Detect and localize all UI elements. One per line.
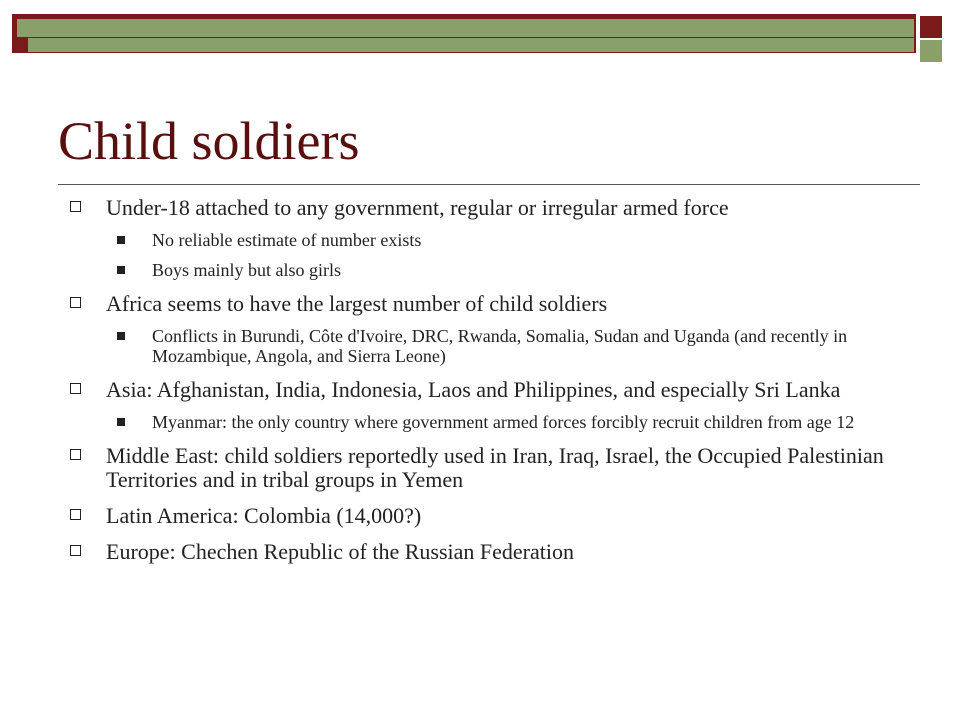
banner-olive-band bbox=[17, 19, 914, 37]
filled-square-bullet-icon bbox=[117, 266, 125, 274]
bullet-text: Asia: Afghanistan, India, Indonesia, Laos and Philippines, and especially Sri Lanka bbox=[106, 377, 841, 402]
bullet-item bbox=[58, 504, 920, 528]
hollow-square-bullet-icon bbox=[70, 383, 81, 394]
slide-title: Child soldiers bbox=[58, 111, 360, 171]
hollow-square-bullet-icon bbox=[70, 545, 81, 556]
banner-stripe bbox=[28, 38, 914, 52]
banner-corner-square-top bbox=[920, 16, 942, 38]
bullet-list bbox=[58, 196, 920, 576]
bullet-text: Under-18 attached to any government, regular or irregular armed force bbox=[106, 195, 729, 220]
bullet-item bbox=[58, 196, 920, 220]
filled-square-bullet-icon bbox=[117, 236, 125, 244]
bullet-text: Middle East: child soldiers reportedly used in Iran, Iraq, Israel, the Occupied Palestinian Territories and in tribal groups in Yemen bbox=[106, 443, 884, 492]
bullet-text: Europe: Chechen Republic of the Russian Federation bbox=[106, 539, 574, 564]
bullet-item bbox=[58, 540, 920, 564]
bullet-item bbox=[58, 444, 920, 492]
bullet-item bbox=[58, 378, 920, 402]
sub-bullet-item bbox=[58, 230, 920, 250]
sub-bullet-text: Boys mainly but also girls bbox=[152, 260, 341, 280]
header-banner bbox=[0, 0, 960, 60]
sub-bullet-item bbox=[58, 412, 920, 432]
hollow-square-bullet-icon bbox=[70, 201, 81, 212]
sub-bullet-text: Myanmar: the only country where government armed forces forcibly recruit children from age 12 bbox=[152, 412, 855, 432]
hollow-square-bullet-icon bbox=[70, 449, 81, 460]
sub-bullet-text: No reliable estimate of number exists bbox=[152, 230, 422, 250]
sub-bullet-item bbox=[58, 326, 920, 366]
hollow-square-bullet-icon bbox=[70, 297, 81, 308]
banner-corner-square-bottom bbox=[920, 40, 942, 62]
sub-bullet-text: Conflicts in Burundi, Côte d'Ivoire, DRC, Rwanda, Somalia, Sudan and Uganda (and recently in Mozambique, Angola, and Sierra Leone) bbox=[152, 326, 848, 366]
sub-bullet-item bbox=[58, 260, 920, 280]
filled-square-bullet-icon bbox=[117, 418, 125, 426]
filled-square-bullet-icon bbox=[117, 332, 125, 340]
bullet-item bbox=[58, 292, 920, 316]
title-divider bbox=[58, 184, 920, 185]
hollow-square-bullet-icon bbox=[70, 509, 81, 520]
bullet-text: Africa seems to have the largest number of child soldiers bbox=[106, 291, 608, 316]
bullet-text: Latin America: Colombia (14,000?) bbox=[106, 503, 422, 528]
